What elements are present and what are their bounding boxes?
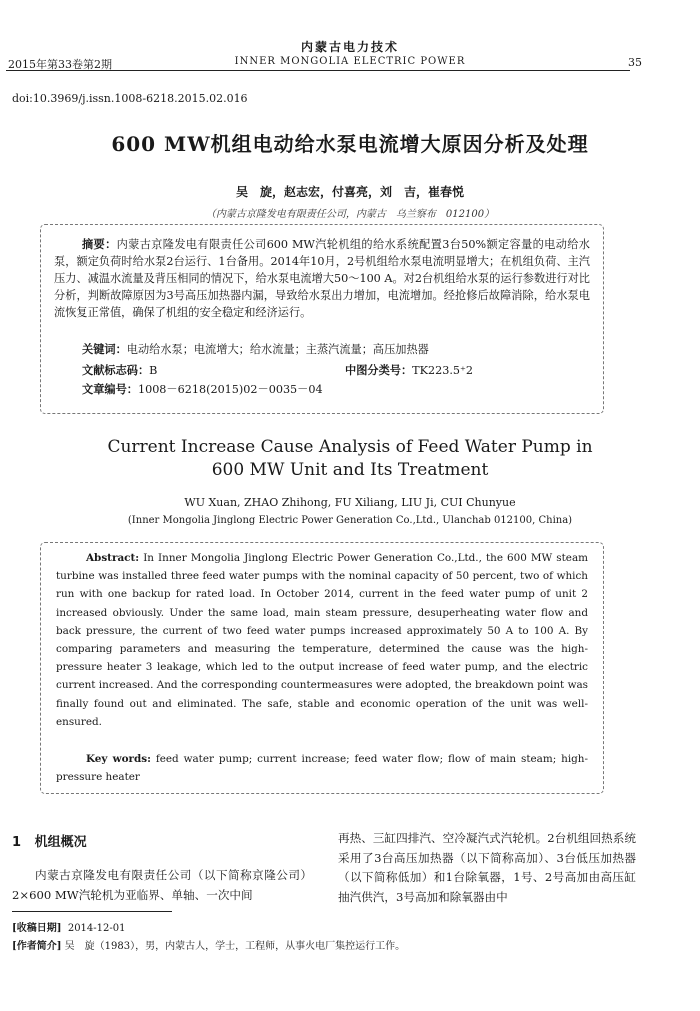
- keywords-en: [56, 750, 588, 786]
- page-number: 35: [628, 56, 642, 69]
- keywords-text-en: feed water pump; current increase; feed water flow; flow of main steam; high-pressure heater: [56, 753, 588, 784]
- abstract-en: [56, 549, 588, 731]
- doc-code-label: 文献标志码：: [82, 363, 150, 377]
- section-heading: [12, 831, 87, 850]
- body-text-left: 内蒙古京隆发电有限责任公司（以下简称京隆公司）2×600 MW汽轮机为亚临界、单轴、一次中间: [12, 868, 312, 902]
- section-title: 机组概况: [34, 835, 87, 850]
- footnote-received: [12, 919, 125, 934]
- title-en: [0, 436, 700, 482]
- affiliation-cn: （内蒙古京隆发电有限责任公司，内蒙古 乌兰察布 012100）: [205, 209, 495, 220]
- journal-name-en: INNER MONGOLIA ELECTRIC POWER: [234, 56, 466, 67]
- issue-info: 2015年第33卷第2期: [8, 58, 112, 71]
- body-text-right: 再热、三缸四排汽、空冷凝汽式汽轮机。2台机组回热系统采用了3台高压加热器（以下简称高加）、3台低压加热器（以下简称低加）和1台除氧器，1号、2号高加由高压缸抽汽供汽，3号高加和除氧器由中: [338, 831, 636, 904]
- received-date: 2014-12-01: [67, 923, 126, 934]
- doc-code: [82, 362, 157, 378]
- title-en-line1: Current Increase Cause Analysis of Feed Water Pump in: [107, 437, 593, 457]
- author-info-label: [作者简介]: [12, 941, 62, 952]
- author-info: 吴 旋（1983），男，内蒙古人，学士，工程师，从事火电厂集控运行工作。: [64, 941, 406, 952]
- authors-en: WU Xuan, ZHAO Zhihong, FU Xiliang, LIU Ji, CUI Chunyue: [184, 496, 516, 509]
- header-rule: [6, 70, 630, 71]
- keywords-label-cn: 关键词：: [82, 342, 127, 356]
- keywords-label-en: Key words:: [86, 753, 151, 765]
- journal-name-cn: 内蒙古电力技术: [300, 40, 399, 54]
- doi: doi:10.3969/j.issn.1008-6218.2015.02.016: [12, 92, 248, 105]
- clc-value: TK223.5⁺2: [412, 364, 474, 377]
- title-en-line2: 600 MW Unit and Its Treatment: [211, 460, 489, 480]
- abstract-text-en: In Inner Mongolia Jinglong Electric Power Generation Co.,Ltd., the 600 MW steam turbine was installed three feed water pumps with the nominal capacity of 50 percent, two of which run with one backup for rated load. In October 2014, current in the feed water pump of unit 2 increased obviously. Under the same load, main steam pressure, desuperheating water flow and back pressure, the current of two feed water pumps increased approximately 50 A to 100 A. By comparing parameters and measuring the temperature, determined the cause was the high-pressure heater 3 leakage, which led to the output increase of feed water pump, and the electric current increased. And the corresponding countermeasures were adopted, the breakdown point was finally found out and eliminated. The safe, stable and economic operation of the unit was well-ensured.: [56, 552, 588, 728]
- article-number: [82, 381, 323, 397]
- abstract-text-cn: 内蒙古京隆发电有限责任公司600 MW汽轮机组的给水系统配置3台50%额定容量的电动给水泵，额定负荷时给水泵2台运行、1台备用。2014年10月，2号机组给水泵电流明显增大；在机组负荷、主汽压力、减温水流量及背压相同的情况下，给水泵电流增大50～100 A。对2台机组给水泵的运行参数进行对比分析，判断故障原因为3号高压加热器内漏，导致给水泵出力增加，电流增加。经抢修后故障消除，给水泵电流恢复正常值，确保了机组的安全稳定和经济运行。: [54, 238, 590, 320]
- section-number: 1: [12, 835, 22, 850]
- authors-cn: 吴 旋，赵志宏，付喜亮，刘 吉，崔春悦: [235, 185, 464, 199]
- title-cn: 600 MW机组电动给水泵电流增大原因分析及处理: [111, 132, 589, 156]
- footnote-author: [12, 937, 405, 952]
- footnote-rule: [12, 911, 172, 912]
- article-number-label: 文章编号：: [82, 382, 138, 396]
- clc-label: 中图分类号：: [345, 363, 413, 377]
- received-label: [收稿日期]: [12, 923, 62, 934]
- affiliation-en: (Inner Mongolia Jinglong Electric Power Generation Co.,Ltd., Ulanchab 012100, China): [127, 515, 573, 526]
- abstract-cn: [54, 236, 590, 321]
- article-number-value: 1008－6218(2015)02－0035－04: [137, 383, 323, 396]
- doc-code-value: B: [149, 364, 158, 377]
- clc-number: [345, 362, 473, 378]
- abstract-label-cn: 摘要：: [82, 237, 117, 251]
- keywords-text-cn: 电动给水泵；电流增大；给水流量；主蒸汽流量；高压加热器: [126, 343, 429, 356]
- abstract-label-en: Abstract:: [86, 552, 140, 564]
- keywords-cn: [82, 341, 429, 357]
